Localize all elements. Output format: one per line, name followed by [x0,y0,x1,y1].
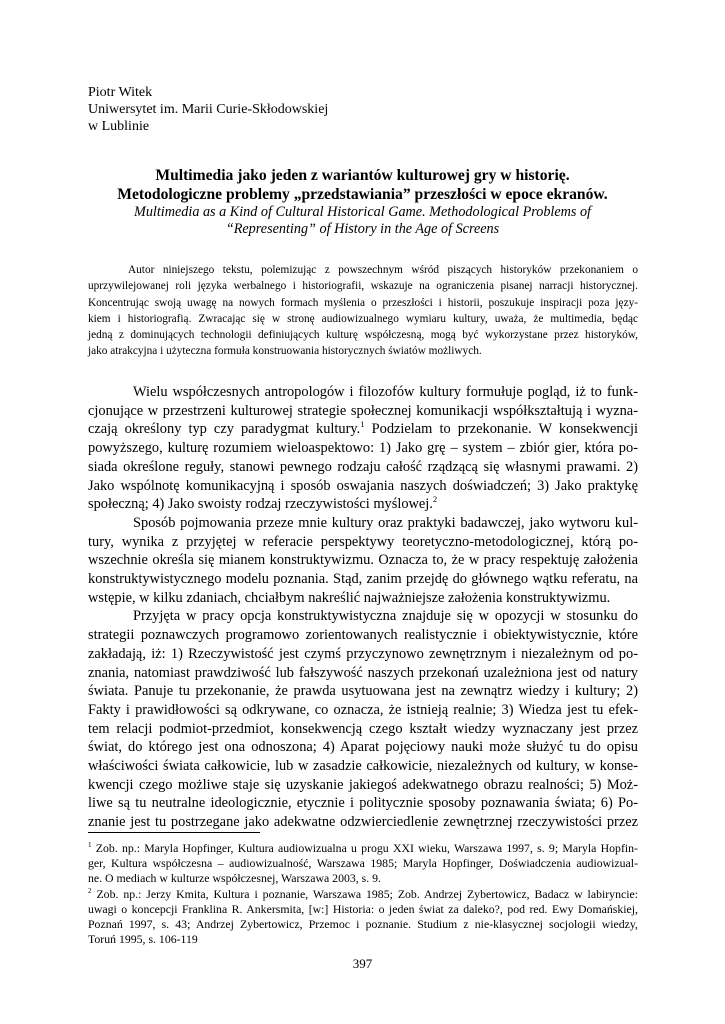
title-line: Metodologiczne problemy „przedstawiania” przeszłości w epoce ekranów. [117,186,608,203]
paragraph [88,514,638,608]
paragraph [88,607,638,831]
english-title-line: “Representing” of History in the Age of Screens [225,221,500,237]
text-line: liwe są tu neutralne ideologicznie, etycznie i politycznie sposoby poznawania świata; 6) Po- [88,795,638,812]
footnote-line: Poznań 1997, s. 43; Andrzej Zybertowicz, Przemoc i poznanie. Studium z nie-klasycznej socjologii wiedzy, [88,917,638,932]
body-text [88,383,638,832]
text-line: siada określone reguły, stanowi pewnego rodzaju całość rządzącą się własnymi prawami. 2) [88,458,638,475]
text-span: społeczną; 4) Jako swoisty rodzaj rzeczywistości myślowej. [88,496,433,513]
text-line: kwencji czego możliwe staje się uzyskanie jakiegoś adekwatnego obrazu realności; 5) Moż- [88,776,638,793]
text-line: tem relacji podmiot-przedmiot, konsekwencją czego kształt wiedzy wyznaczany jest przez [88,720,638,737]
text-span: Zob. np.: Jerzy Kmita, Kultura i poznanie, Warszawa 1985; Zob. Andrzej Zybertowicz, Badacz w labiryncie: [91,886,638,901]
text-line: Fakty i prawidłowości są odkrywane, co oznacza, że istnieją realnie; 3) Wiedza jest tu efek- [88,701,638,718]
footnote-line: ne. O mediach w kulturze współczesnej, Warszawa 2003, s. 9. [88,871,382,886]
text-line: Wielu współczesnych antropologów i filozofów kultury formułuje pogląd, iż to funk- [133,384,638,400]
title-block [88,166,637,238]
footnote [88,887,638,948]
paragraph [88,383,638,514]
text-line: powyższego, kulturę rozumiem wieloaspektowo: 1) Jako grę – system – zbiór gier, która po- [88,440,638,457]
abstract-line: kiem i historiografią. Zwracając się w stronę audiowizualnego wymiaru kultury, uważa, że multimedia, będąc [88,312,638,325]
text-line: wszechnie określa się mianem konstruktywizmu. Oznacza to, że w pracy respektuję założenia [88,552,638,569]
author-affiliation: Uniwersytet im. Marii Curie-Skłodowskiej [88,102,329,117]
english-title [88,204,637,238]
footnote-ref[interactable]: 2 [432,494,438,505]
title-line: Multimedia jako jeden z wariantów kulturowej gry w historię. [155,167,570,184]
footnote [88,841,638,887]
text-line: Jako wspólnotę komunikacyjną i sposób oswajania naszych doświadczeń; 3) Jako praktykę [88,477,638,494]
text-line: Sposób pojmowania przeze mnie kultury oraz praktyki badawczej, jako wytworu kul- [133,514,638,531]
footnotes [88,841,638,947]
english-title-line: Multimedia as a Kind of Cultural Historical Game. Methodological Problems of [134,204,591,220]
text-line [88,495,638,514]
text-line: cjonujące w przestrzeni kulturowej strategie społecznej komunikacji współkształtują i wyzna- [88,402,638,419]
footnote-ref[interactable]: 1 [360,419,365,430]
footnote-separator [88,832,260,833]
author-name: Piotr Witek [88,85,153,100]
text-line: wstępie, w kilku zdaniach, chciałbym nakreślić najważniejsze założenia konstruktywizmu. [88,589,611,606]
abstract-line: Koncentrując swoją uwagę na nowych formach myślenia o przeszłości i historii, poszukuje inspiracji poza języ- [88,296,638,309]
abstract-line: uprzywilejowanej roli języka werbalnego i historiografii, wskazuje na ograniczenia pisanej narracji historycznej. [88,280,638,293]
page-number: 397 [352,956,373,971]
abstract-line: jako atrakcyjna i użyteczna formuła konstruowania historycznych światów możliwych. [88,345,482,358]
footnote-line: Toruń 1995, s. 106-119 [88,932,198,947]
paper-title [88,166,637,204]
abstract-line: jedną z dominujących technologii definiujących kulturę współczesną, mogą być wykorzystane przez historyków, [88,329,638,342]
text-line: Przyjęta w pracy opcja konstruktywistyczna znajduje się w opozycji w stosunku do [133,608,638,625]
abstract-line: Autor niniejszego tekstu, polemizując z powszechnym wśród piszących historyków przekonaniem o [128,264,638,276]
author-block [88,84,328,135]
footnote-number: 1 [88,841,92,850]
footnote-number: 2 [88,886,92,895]
text-line: właściwości świata całkowicie, lub w zasadzie całkowicie, niezależnych od kultury, w konse- [88,758,638,775]
text-span: Zob. np.: Maryla Hopfinger, Kultura audiowizualna u progu XXI wieku, Warszawa 1997, s. 9; Maryla Hopfin- [91,841,638,855]
footnote-line: ger, Kultura współczesna – audiowizualność, Warszawa 1985; Maryla Hopfinger, Doświadczenia audiowizual- [88,856,638,871]
text-span: czają określony typ czy paradygmat kultury. [88,421,361,438]
author-city: w Lublinie [88,119,150,134]
footnote-line [88,841,638,856]
text-span: Podzielam to przekonanie. W konsekwencji [364,421,638,438]
abstract [88,262,638,360]
text-line: zakładają, iż: 1) Rzeczywistość jest czymś przyczynowo zewnętrznym i niezależnym od po- [88,645,638,662]
footnote-line: uwagi o koncepcji Franklina R. Ankersmita, [w:] Historia: o jeden świat za daleko?, pod red. Ewy Domańskiej, [88,901,638,916]
footnote-line [88,887,638,902]
text-line: znania, natomiast prawdziwość lub fałszywość naszych przekonań uzależniona jest od natury [88,664,638,681]
text-line: świata. Panuje tu przekonanie, że prawda usytuowana jest na zewnątrz wiedzy i kultury; 2) [88,683,638,700]
text-line: konstruktywistycznego modelu poznania. Stąd, zanim przejdę do głównego wątku referatu, na [88,571,638,588]
text-line: świat, do którego jest ona odnoszona; 4) Aparat pojęciowy nauki może służyć tu do opisu [88,739,638,756]
text-line: tury, wynika z przyjętej w referacie perspektywy teoretyczno-metodologicznej, którą po- [88,533,638,550]
text-line: strategii poznawczych programowo zorientowanych realistycznie i obiektywistycznie, które [88,627,638,644]
text-line: znanie jest tu postrzegane jako adekwatne odzwierciedlenie zewnętrznej rzeczywistości przez [88,814,638,831]
text-line [88,420,638,439]
